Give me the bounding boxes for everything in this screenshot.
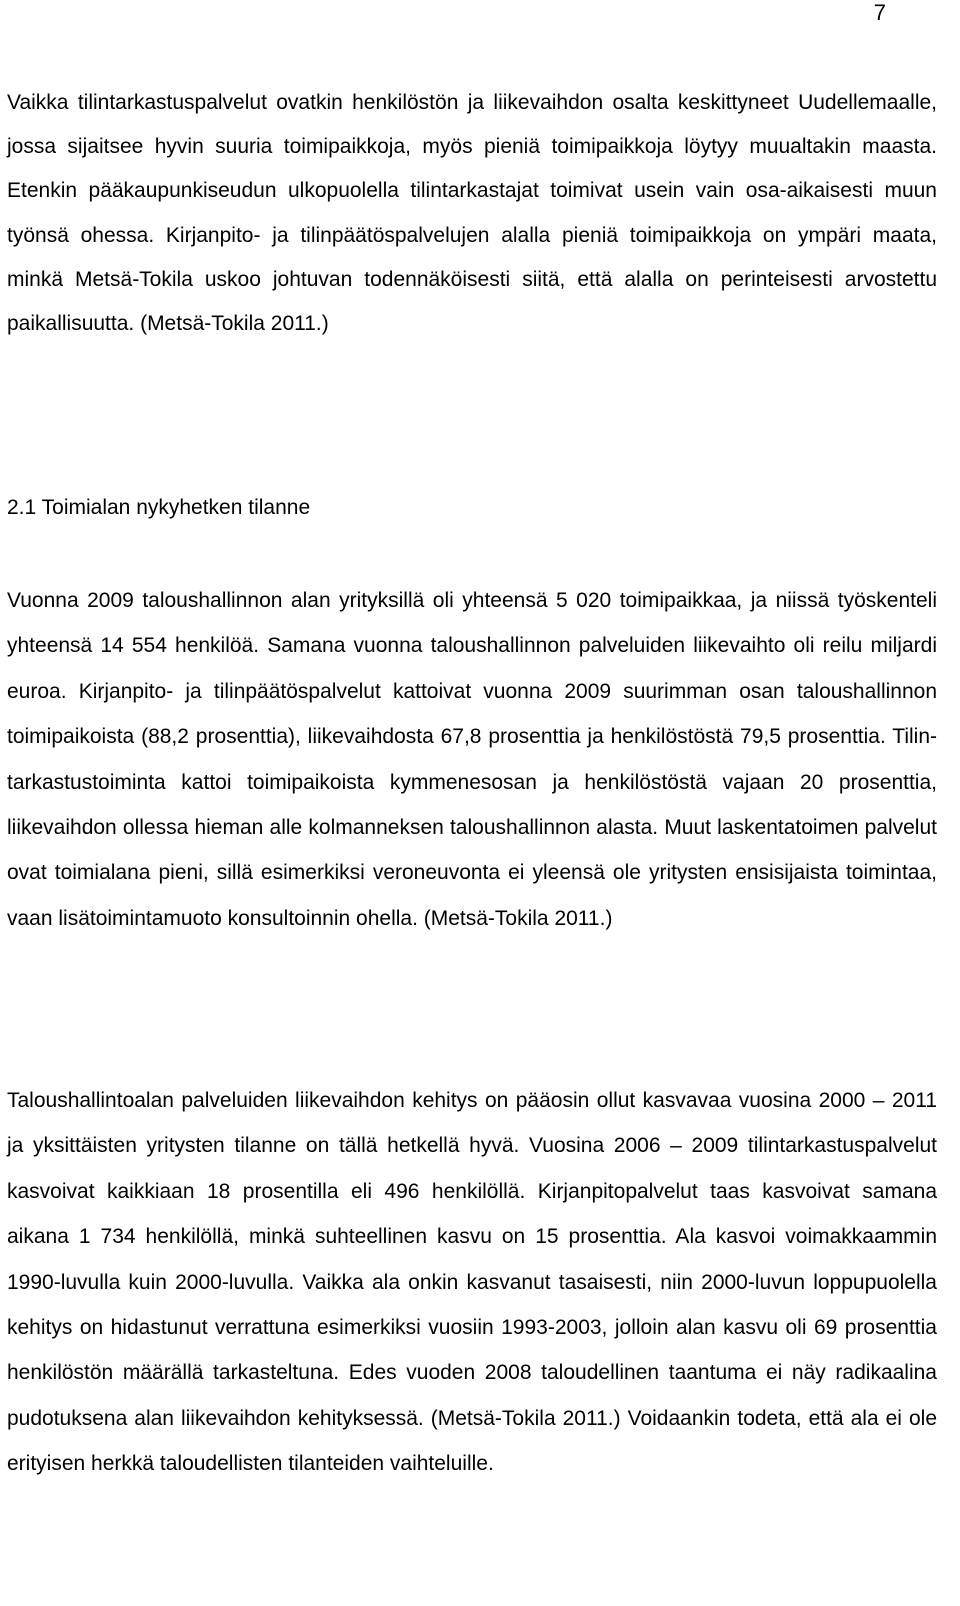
paragraph-current-state: Vuonna 2009 taloushallinnon alan yrityksillä oli yhteensä 5 020 toimipaikkaa, ja niissä työskenteli yhteensä 14 554 henkilöä. Samana vuonna taloushallinnon palveluiden liikevaihto oli reilu miljardi euroa. Kirjanpito- ja tilinpäätöspalvelut kattoivat vuonna 2009 suurimman osan taloushallinnon toimipaikoista (88,2 prosenttia), liikevaihdosta 67,8 prosenttia ja henkilöstöstä 79,5 prosenttia. Tilintarkastustoiminta kattoi toimipaikoista kymmenesosan ja henkilöstöstä vajaan 20 prosenttia, liikevaihdon ollessa hieman alle kolmanneksen taloushallinnon alasta. Muut laskentatoimen palvelut ovat toimialana pieni, sillä esimerkiksi veroneuvonta ei yleensä ole yritysten ensisijaista toimintaa, vaan lisätoimintamuoto konsultoinnin ohella. (Metsä-Tokila 2011.) (7, 589, 937, 930)
paragraph-development: Taloushallintoalan palveluiden liikevaihdon kehitys on pääosin ollut kasvavaa vuosina 2000 – 2011 ja yksittäisten yritysten tilanne on tällä hetkellä hyvä. Vuosina 2006 – 2009 tilintarkastuspalvelut kasvoivat kaikkiaan 18 prosentilla eli 496 henkilöllä. Kirjanpitopalvelut taas kasvoivat samana aikana 1 734 henkilöllä, minkä suhteellinen kasvu on 15 prosenttia. Ala kasvoi voimakkaammin 1990-luvulla kuin 2000-luvulla. Vaikka ala onkin kasvanut tasaisesti, niin 2000-luvun loppupuolella kehitys on hidastunut verrattuna esimerkiksi vuosiin 1993-2003, jolloin alan kasvu oli 69 prosenttia henkilöstön määrällä tarkasteltuna. Edes vuoden 2008 taloudellinen taantuma ei näy radikaalina pudotuksena alan liikevaihdon kehityksessä. (Metsä-Tokila 2011.) Voidaankin todeta, että ala ei ole erityisen herkkä taloudellisten tilanteiden vaihteluille. (7, 1089, 937, 1476)
section-heading: 2.1 Toimialan nykyhetken tilanne (7, 496, 311, 519)
page-number: 7 (873, 0, 886, 25)
paragraph-intro: Vaikka tilintarkastuspalvelut ovatkin henkilöstön ja liikevaihdon osalta keskittyneet Uudellemaalle, jossa sijaitsee hyvin suuria toimipaikkoja, myös pieniä toimipaikkoja löytyy muualtakin maasta. Etenkin pääkaupunkiseudun ulkopuolella tilintarkastajat toimivat usein vain osa-aikaisesti muun työnsä ohessa. Kirjanpito- ja tilinpäätöspalvelujen alalla pieniä toimipaikkoja on ympäri maata, minkä Metsä-Tokila uskoo johtuvan todennäköisesti siitä, että alalla on perinteisesti arvostettu paikallisuutta. (Metsä-Tokila 2011.) (7, 91, 937, 336)
